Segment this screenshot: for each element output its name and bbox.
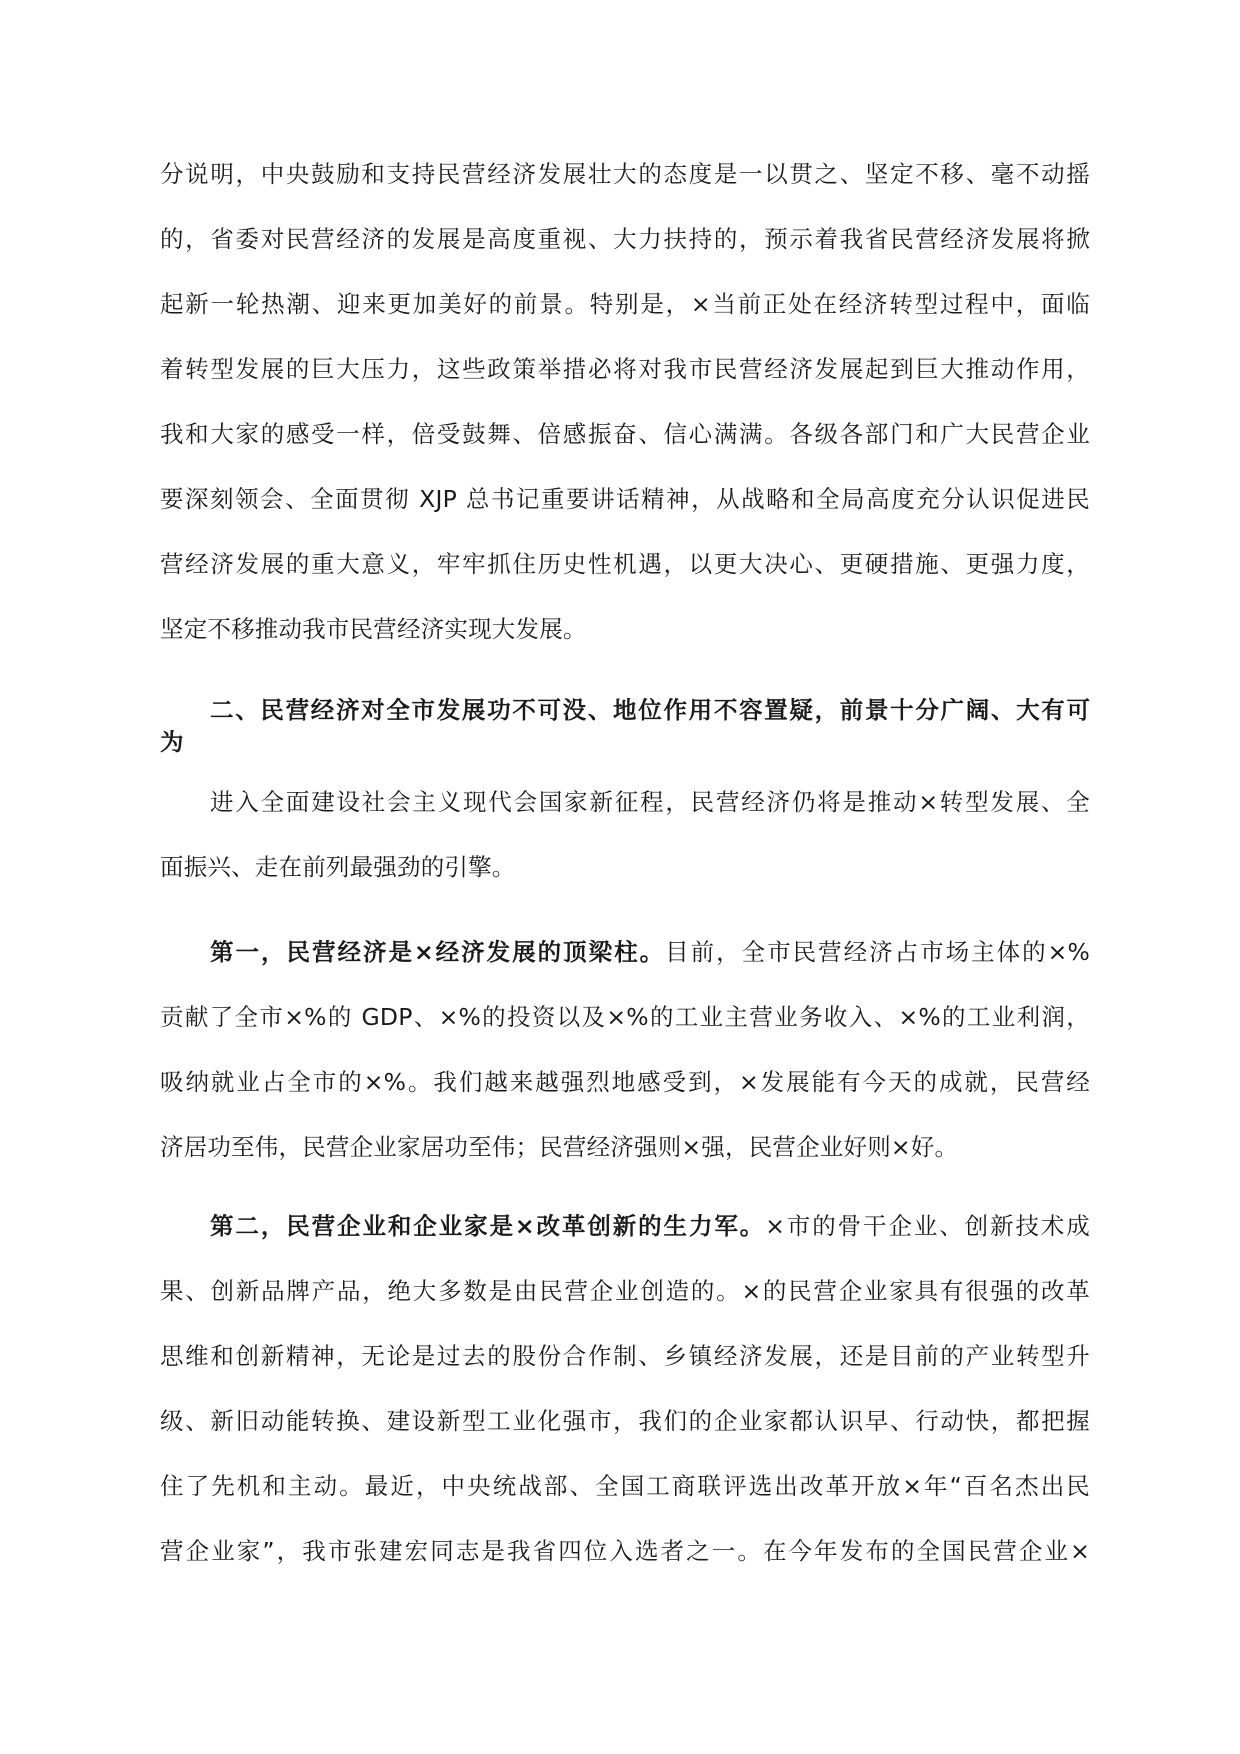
paragraph-4-line-4: 级、新旧动能转换、建设新型工业化强市，我们的企业家都认识早、行动快，都把握 bbox=[160, 1407, 1090, 1435]
paragraph-3-line-2: 贡献了全市×%的 GDP、×%的投资以及×%的工业主营业务收入、×%的工业利润， bbox=[160, 1003, 1090, 1031]
section-heading-2 bbox=[160, 694, 1090, 758]
paragraph-4-line-1 bbox=[160, 1194, 1090, 1259]
paragraph-1-line-4: 着转型发展的巨大压力，这些政策举措必将对我市民营经济发展起到巨大推动作用， bbox=[160, 355, 1090, 383]
paragraph-3-lead-rest: 目前，全市民营经济占市场主体的×% bbox=[665, 938, 1090, 966]
paragraph-1-line-7: 营经济发展的重大意义，牢牢抓住历史性机遇，以更大决心、更硬措施、更强力度， bbox=[160, 550, 1090, 578]
paragraph-4-lead-rest: ×市的骨干企业、创新技术成 bbox=[765, 1212, 1091, 1240]
paragraph-1-line-8: 坚定不移推动我市民营经济实现大发展。 bbox=[160, 615, 587, 643]
paragraph-1 bbox=[160, 142, 1090, 662]
paragraph-4-line-5: 住了先机和主动。最近，中央统战部、全国工商联评选出改革开放×年“百名杰出民 bbox=[160, 1472, 1090, 1500]
paragraph-3 bbox=[160, 920, 1090, 1180]
paragraph-4-line-2: 果、创新品牌产品，绝大多数是由民营企业创造的。×的民营企业家具有很强的改革 bbox=[160, 1277, 1090, 1305]
paragraph-3-line-1 bbox=[160, 920, 1090, 985]
section-heading-2-line-1: 二、民营经济对全市发展功不可没、地位作用不容置疑，前景十分广阔、大有可 bbox=[210, 696, 1090, 724]
paragraph-4-line-3: 思维和创新精神，无论是过去的股份合作制、乡镇经济发展，还是目前的产业转型升 bbox=[160, 1342, 1090, 1370]
paragraph-3-line-3: 吸纳就业占全市的×%。我们越来越强烈地感受到，×发展能有今天的成就，民营经 bbox=[160, 1068, 1090, 1096]
paragraph-4-lead-bold: 第二，民营企业和企业家是×改革创新的生力军。 bbox=[210, 1212, 766, 1240]
paragraph-1-line-5: 我和大家的感受一样，倍受鼓舞、倍感振奋、信心满满。各级各部门和广大民营企业 bbox=[160, 420, 1090, 448]
paragraph-1-line-6: 要深刻领会、全面贯彻 XJP 总书记重要讲话精神，从战略和全局高度充分认识促进民 bbox=[160, 485, 1090, 513]
paragraph-1-line-3: 起新一轮热潮、迎来更加美好的前景。特别是，×当前正处在经济转型过程中，面临 bbox=[160, 290, 1090, 318]
paragraph-2-line-1: 进入全面建设社会主义现代会国家新征程，民营经济仍将是推动×转型发展、全 bbox=[210, 788, 1090, 816]
paragraph-1-line-2: 的，省委对民营经济的发展是高度重视、大力扶持的，预示着我省民营经济发展将掀 bbox=[160, 225, 1090, 253]
section-heading-2-line-2: 为 bbox=[160, 728, 184, 756]
paragraph-3-lead-bold: 第一，民营经济是×经济发展的顶梁柱。 bbox=[210, 938, 666, 966]
paragraph-4 bbox=[160, 1194, 1090, 1584]
paragraph-3-line-4: 济居功至伟，民营企业家居功至伟；民营经济强则×强，民营企业好则×好。 bbox=[160, 1133, 959, 1161]
paragraph-2-line-2: 面振兴、走在前列最强劲的引擎。 bbox=[160, 853, 516, 881]
paragraph-1-line-1: 分说明，中央鼓励和支持民营经济发展壮大的态度是一以贯之、坚定不移、毫不动摇 bbox=[160, 160, 1090, 188]
paragraph-4-line-6: 营企业家”，我市张建宏同志是我省四位入选者之一。在今年发布的全国民营企业× bbox=[160, 1537, 1090, 1565]
paragraph-2 bbox=[160, 770, 1090, 900]
